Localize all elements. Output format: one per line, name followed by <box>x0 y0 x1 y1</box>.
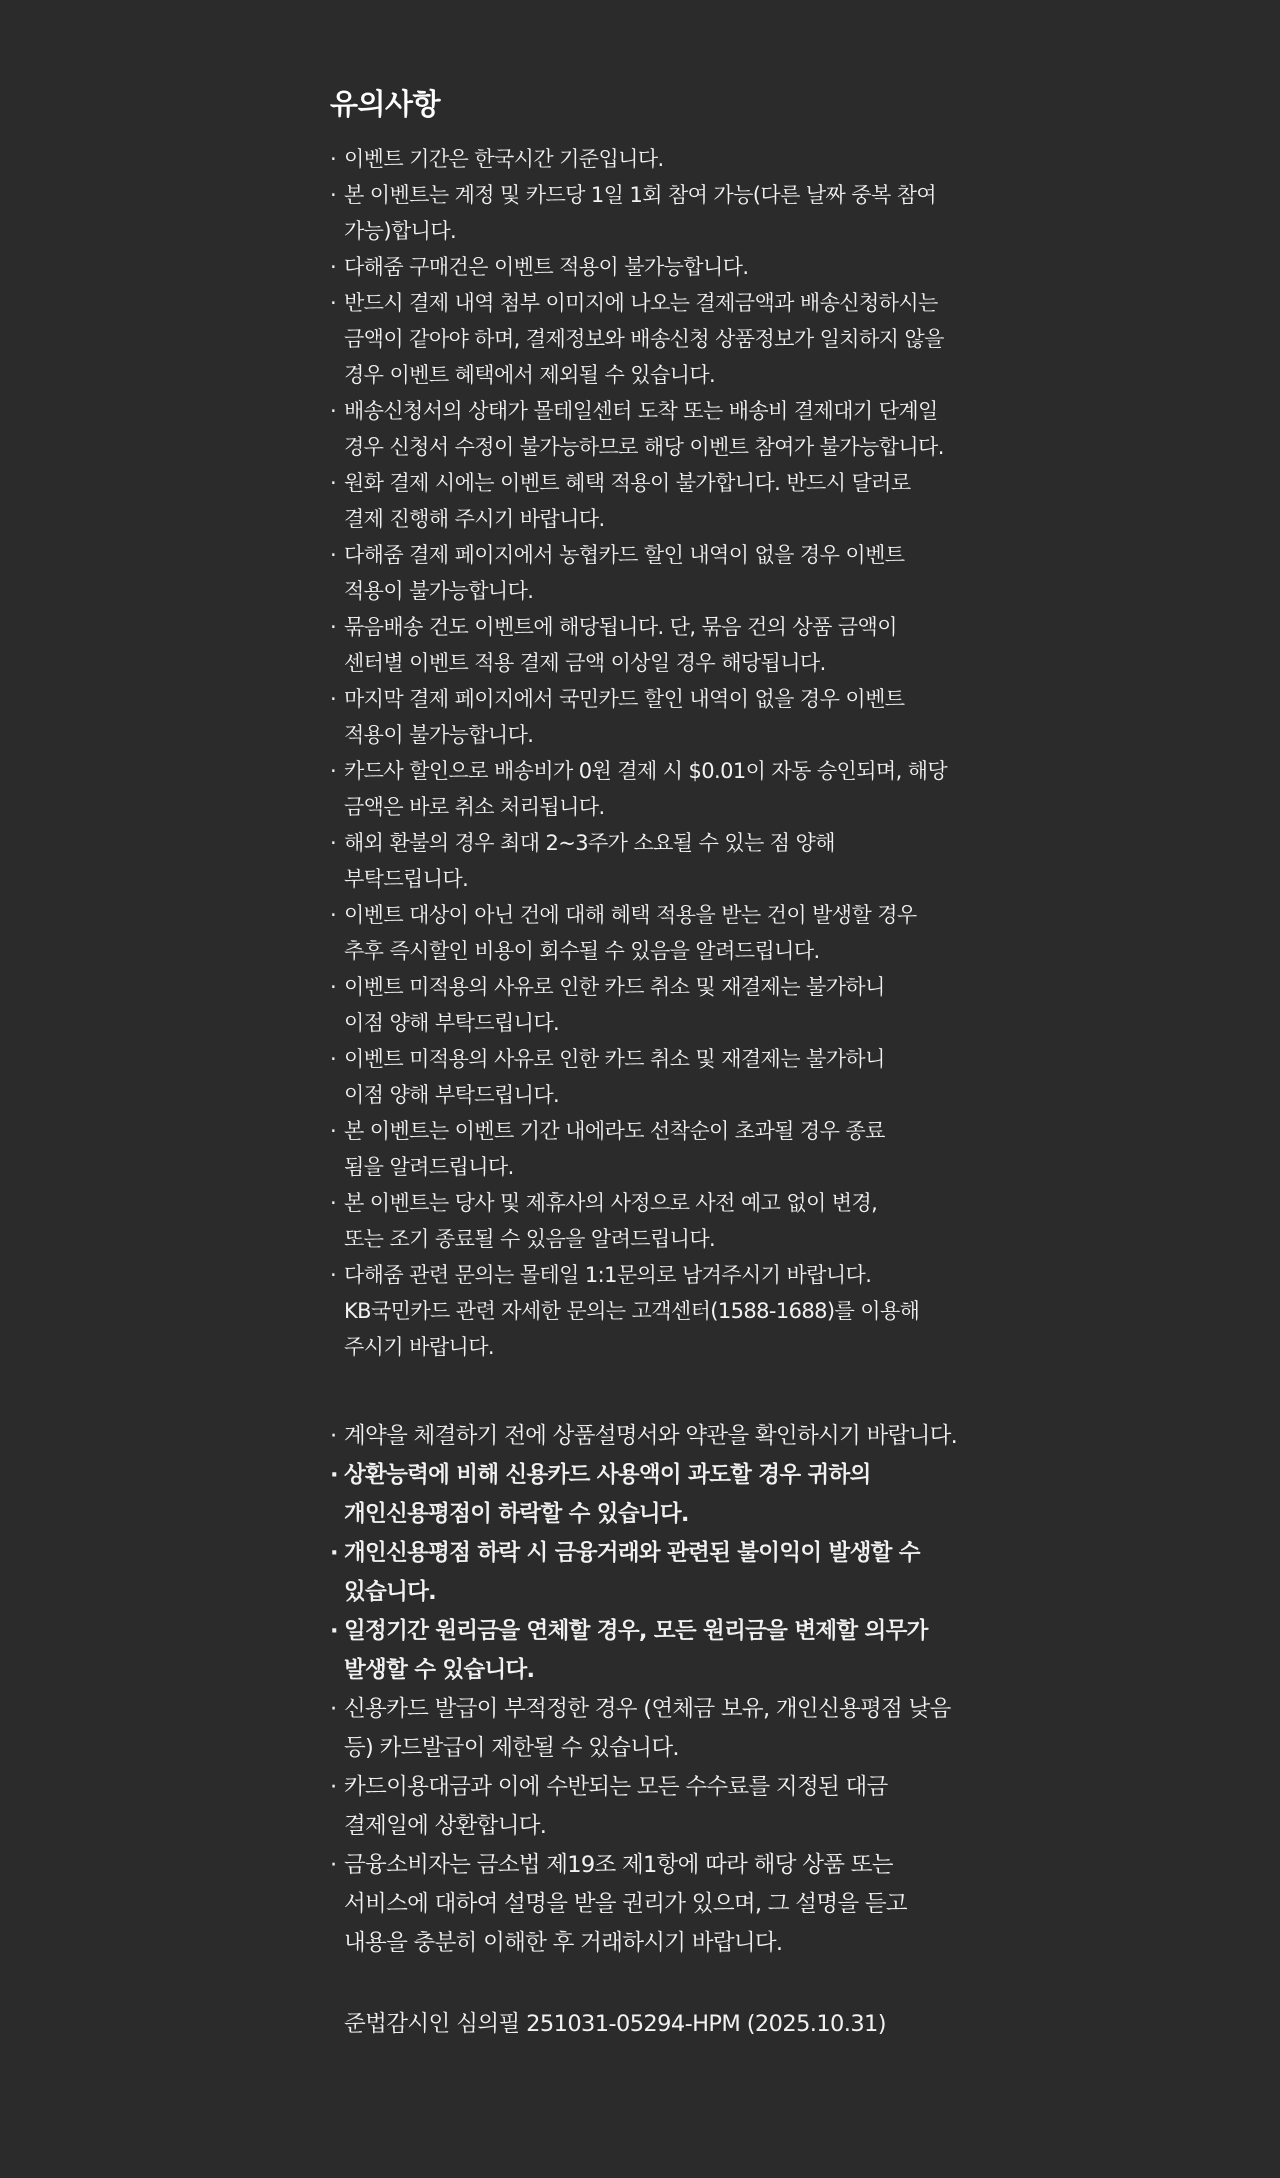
legal-item: · 금융소비자는 금소법 제19조 제1항에 따라 해당 상품 또는 서비스에 대하여 설명을 받을 권리가 있으며, 그 설명을 듣고 내용을 충분히 이해한 후 거래하시기 바랍니다. <box>330 1846 960 1963</box>
notice-item: · 카드사 할인으로 배송비가 0원 결제 시 $0.01이 자동 승인되며, 해당 금액은 바로 취소 처리됩니다. <box>330 753 960 825</box>
notice-item: · 배송신청서의 상태가 몰테일센터 도착 또는 배송비 결제대기 단계일 경우 신청서 수정이 불가능하므로 해당 이벤트 참여가 불가능합니다. <box>330 393 960 465</box>
notice-item: · 원화 결제 시에는 이벤트 혜택 적용이 불가합니다. 반드시 달러로 결제 진행해 주시기 바랍니다. <box>330 465 960 537</box>
notice-item: · 본 이벤트는 당사 및 제휴사의 사정으로 사전 예고 없이 변경, 또는 조기 종료될 수 있음을 알려드립니다. <box>330 1185 960 1257</box>
notice-item: · 이벤트 대상이 아닌 건에 대해 혜택 적용을 받는 건이 발생할 경우 추후 즉시할인 비용이 회수될 수 있음을 알려드립니다. <box>330 897 960 969</box>
notice-item: · 이벤트 미적용의 사유로 인한 카드 취소 및 재결제는 불가하니 이점 양해 부탁드립니다. <box>330 1041 960 1113</box>
legal-item-emphasized: · 개인신용평점 하락 시 금융거래와 관련된 불이익이 발생할 수 있습니다. <box>330 1534 960 1612</box>
notice-list <box>330 141 960 1365</box>
notice-title: 유의사항 <box>330 87 441 121</box>
notice-item: · 본 이벤트는 이벤트 기간 내에라도 선착순이 초과될 경우 종료 됨을 알려드립니다. <box>330 1113 960 1185</box>
legal-item-emphasized: · 일정기간 원리금을 연체할 경우, 모든 원리금을 변제할 의무가 발생할 수 있습니다. <box>330 1612 960 1690</box>
legal-item: · 카드이용대금과 이에 수반되는 모든 수수료를 지정된 대금 결제일에 상환합니다. <box>330 1768 960 1846</box>
notice-section <box>330 82 960 2044</box>
notice-item: · 본 이벤트는 계정 및 카드당 1일 1회 참여 가능(다른 날짜 중복 참여 가능)합니다. <box>330 177 960 249</box>
notice-item: · 이벤트 기간은 한국시간 기준입니다. <box>330 141 960 177</box>
compliance-review-number: 준법감시인 심의필 251031-05294-HPM (2025.10.31) <box>344 2011 886 2037</box>
notice-item: · 묶음배송 건도 이벤트에 해당됩니다. 단, 묶음 건의 상품 금액이 센터별 이벤트 적용 결제 금액 이상일 경우 해당됩니다. <box>330 609 960 681</box>
notice-item: · 다해줌 결제 페이지에서 농협카드 할인 내역이 없을 경우 이벤트 적용이 불가능합니다. <box>330 537 960 609</box>
legal-item-emphasized: · 상환능력에 비해 신용카드 사용액이 과도할 경우 귀하의 개인신용평점이 하락할 수 있습니다. <box>330 1456 960 1534</box>
notice-item: · 해외 환불의 경우 최대 2~3주가 소요될 수 있는 점 양해 부탁드립니다. <box>330 825 960 897</box>
notice-item: · 다해줌 관련 문의는 몰테일 1:1문의로 남겨주시기 바랍니다. KB국민카드 관련 자세한 문의는 고객센터(1588-1688)를 이용해 주시기 바랍니다. <box>330 1257 960 1365</box>
notice-item: · 마지막 결제 페이지에서 국민카드 할인 내역이 없을 경우 이벤트 적용이 불가능합니다. <box>330 681 960 753</box>
legal-item: · 계약을 체결하기 전에 상품설명서와 약관을 확인하시기 바랍니다. <box>330 1417 960 1456</box>
notice-item: · 반드시 결제 내역 첨부 이미지에 나오는 결제금액과 배송신청하시는 금액이 같아야 하며, 결제정보와 배송신청 상품정보가 일치하지 않을 경우 이벤트 혜택에서 제외될 수 있습니다. <box>330 285 960 393</box>
legal-disclosure-list <box>330 1417 960 1963</box>
notice-item: · 다해줌 구매건은 이벤트 적용이 불가능합니다. <box>330 249 960 285</box>
notice-item: · 이벤트 미적용의 사유로 인한 카드 취소 및 재결제는 불가하니 이점 양해 부탁드립니다. <box>330 969 960 1041</box>
legal-item: · 신용카드 발급이 부적정한 경우 (연체금 보유, 개인신용평점 낮음 등) 카드발급이 제한될 수 있습니다. <box>330 1690 960 1768</box>
